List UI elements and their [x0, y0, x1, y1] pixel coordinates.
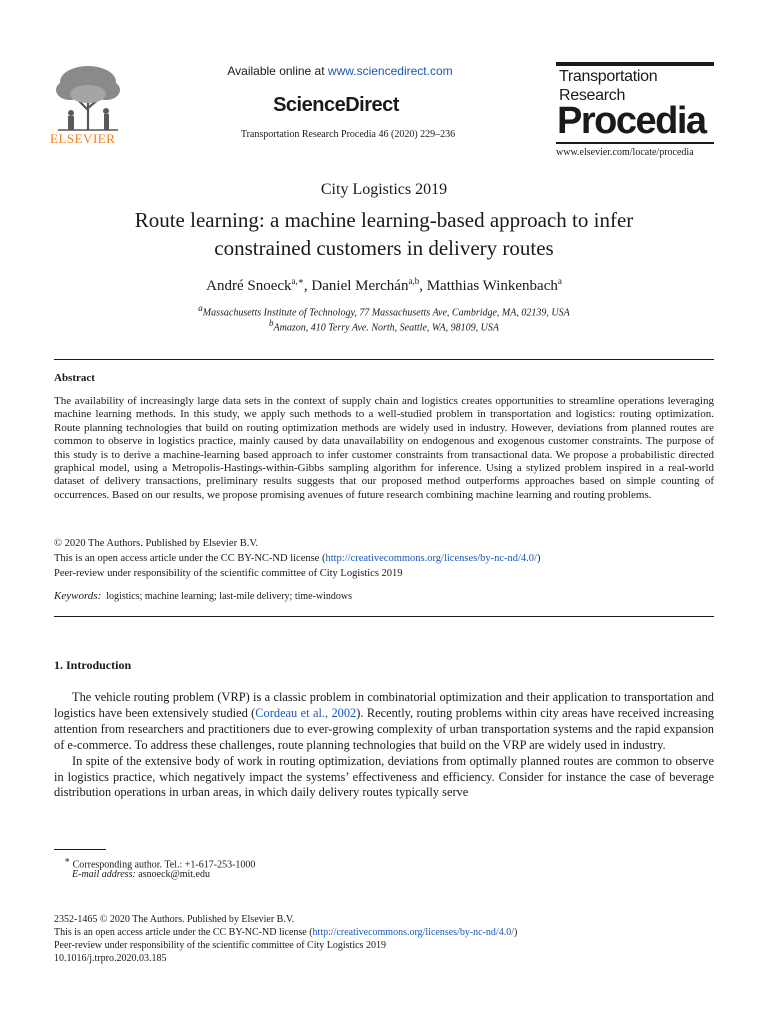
paragraph-text: The vehicle routing problem (VRP) is a classic problem in combinatorial optimization and their application to transportation and logistics have been extensively studied ( — [54, 690, 714, 720]
affiliation-marker: b — [269, 318, 274, 328]
footer-peer-review: Peer-review under responsibility of the scientific committee of City Logistics 2019 — [54, 940, 386, 951]
author-list: André Snoeck$^{a,∗}$, Daniel Merchán$^{a,b}$, Matthias Winkenbach$^a$ — [206, 276, 562, 294]
affiliation-marker: a — [198, 303, 203, 313]
intro-body — [54, 690, 714, 801]
license-link[interactable]: http://creativecommons.org/licenses/by-nc-nd/4.0/ — [325, 553, 537, 564]
publisher-name: ELSEVIER — [50, 131, 116, 146]
keywords-text: logistics; machine learning; last-mile delivery; time-windows — [106, 591, 353, 602]
paper-title-line1: Route learning: a machine learning-based approach to infer — [134, 208, 634, 232]
footer-doi: 10.1016/j.trpro.2020.03.185 — [54, 953, 167, 964]
footnote-rule — [54, 849, 106, 850]
license-line — [54, 553, 540, 564]
license-suffix: ) — [536, 553, 541, 564]
paper-title-line2: constrained customers in delivery routes — [214, 236, 554, 260]
affiliation-text: Amazon, 410 Terry Ave. North, Seattle, WA, 98109, USA — [273, 322, 499, 334]
author-name: André Snoeck — [206, 278, 292, 294]
peer-review-line: Peer-review under responsibility of the scientific committee of City Logistics 2019 — [54, 568, 403, 579]
journal-reference: Transportation Research Procedia 46 (2020) 229–236 — [240, 129, 456, 140]
divider — [54, 616, 714, 617]
journal-url: www.elsevier.com/locate/procedia — [556, 147, 694, 158]
footnote-email — [72, 869, 210, 880]
author-name: Matthias Winkenbach — [426, 278, 558, 294]
footnote-text: Corresponding author. Tel.: +1-617-253-1000 — [70, 859, 256, 871]
affiliation-text: Massachusetts Institute of Technology, 77 Massachusetts Ave, Cambridge, MA, 02139, USA — [202, 307, 570, 319]
author-affiliation-marker: a — [557, 276, 562, 286]
journal-logo-bottom-bar — [556, 142, 714, 144]
available-prefix: Available online at — [227, 64, 328, 78]
sciencedirect-link[interactable]: www.sciencedirect.com — [327, 64, 453, 78]
divider — [54, 359, 714, 360]
author-name: Daniel Merchán — [311, 278, 409, 294]
citation-link[interactable]: Cordeau et al., 2002 — [255, 705, 357, 720]
journal-logo-line3: Procedia — [557, 100, 706, 142]
footer-license-link[interactable]: http://creativecommons.org/licenses/by-nc-nd/4.0/ — [312, 927, 514, 938]
section-heading: 1. Introduction — [54, 658, 132, 672]
author-affiliation-marker: a,b — [408, 276, 420, 286]
email-address[interactable]: asnoeck@mit.edu — [135, 869, 210, 880]
license-prefix: This is an open access article under the CC BY-NC-ND license ( — [54, 553, 326, 564]
sciencedirect-brand: ScienceDirect — [273, 94, 399, 116]
author-affiliation-marker: a,∗ — [291, 276, 304, 286]
journal-logo-line1: Transportation — [559, 68, 658, 85]
keywords-line — [54, 590, 352, 602]
paragraph-text: ). Recently, routing problems within city areas have received increasing attention from researchers and practitioners due to ever-growing complexity of urban transportation systems and the rapid expansion of e-commerce. To address these challenges, route planning technologies that build on the VRP are widely used in industry. — [54, 705, 714, 752]
email-label: E-mail address: — [72, 869, 136, 880]
affiliation — [0, 318, 768, 333]
keywords-label: Keywords: — [54, 590, 102, 602]
abstract-heading: Abstract — [54, 372, 95, 384]
conference-name: City Logistics 2019 — [320, 181, 448, 198]
footnote-marker: ∗ — [64, 855, 71, 865]
copyright-line: © 2020 The Authors. Published by Elsevier B.V. — [54, 538, 259, 549]
journal-logo-top-bar — [556, 62, 714, 66]
paragraph — [54, 690, 714, 754]
footer-license-prefix: This is an open access article under the CC BY-NC-ND license ( — [54, 927, 313, 938]
affiliation — [0, 303, 768, 318]
abstract-text: The availability of increasingly large data sets in the context of supply chain and logistics creates opportunities to streamline operations leveraging machine learning methods. In this study, we apply such methods to a well-studied problem in transportation and logistics: routing optimization. Route planning technologies that build on routing optimization methods are widely used in industry. However, deviations from planned routes are common to observe in logistics practice, mainly caused by data unavailability on endogenous and exogenous customer constraints. The purpose of this study is to derive a machine-learning based approach to infer customer constraints from transactional data. We propose a probabilistic directed graphical model, using a Metropolis-Hastings-within-Gibbs sampling algorithm for inference. Using a stylized problem inspired in a real-world dataset of delivery transactions, preliminary results suggests that our proposed method outperforms approaches based on simple counting of occurrences. Based on our results, we propose promising avenues of future research combining machine learning and routing problems. — [54, 395, 714, 501]
paragraph: In spite of the extensive body of work in routing optimization, deviations from optimally planned routes are common to observe in logistics practice, which negatively impact the systems’ effectiveness and efficiency. Consider for instance the case of beverage distribution operations in urban areas, in which daily delivery routes typically serve — [54, 753, 714, 800]
footer-license — [54, 927, 517, 938]
journal-logo-line2: Research — [559, 87, 626, 104]
footer-license-suffix: ) — [513, 927, 518, 938]
footer-issn-copyright: 2352-1465 © 2020 The Authors. Published by Elsevier B.V. — [54, 914, 295, 925]
